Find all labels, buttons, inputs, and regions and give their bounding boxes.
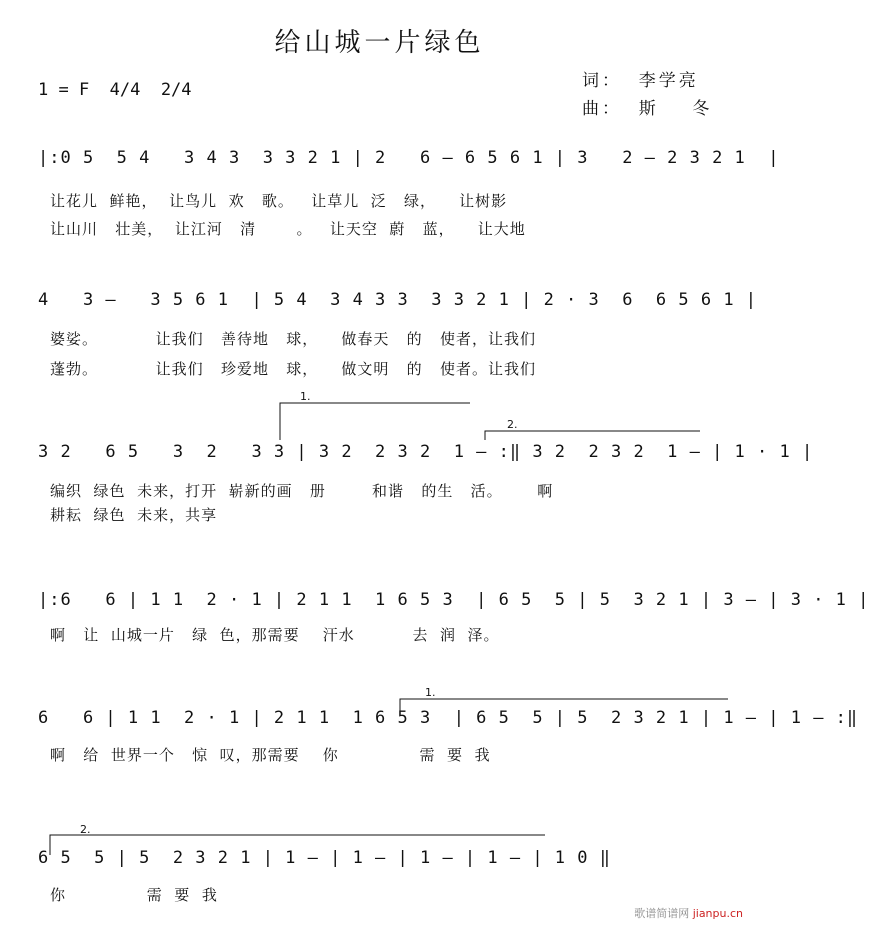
lyric-line-2b: 蓬勃。 让我们 珍爱地 球， 做文明 的 使者。让我们 xyxy=(50,360,536,378)
notation-line-1: |:0 5 5 4 3 4 3 3 3 2 1 | 2 6 — 6 5 6 1 | 3 2 — 2 3 2 1 | xyxy=(38,148,780,168)
volta-bracket-1 xyxy=(280,403,470,440)
watermark-domain: jianpu.cn xyxy=(692,907,743,920)
lyric-line-4: 啊 让 山城一片 绿 色，那需要 汗水 去 润 泽。 xyxy=(50,626,500,644)
key-signature: 1 = F 4/4 2/4 xyxy=(38,80,192,100)
watermark-text: 歌谱简谱网 xyxy=(634,907,690,920)
lyric-line-5: 啊 给 世界一个 惊 叹，那需要 你 需 要 我 xyxy=(50,746,491,764)
volta-label: 2. xyxy=(507,418,518,431)
lyric-line-1b: 让山川 壮美， 让江河 清 。 让天空 蔚 蓝， 让大地 xyxy=(50,220,526,238)
watermark xyxy=(634,905,743,921)
lyricist-credit: 词： 李学亮 xyxy=(582,71,699,91)
composer-credit: 曲： 斯 冬 xyxy=(582,99,713,119)
notation-line-4: |:6 6 | 1 1 2 · 1 | 2 1 1 1 6 5 3 | 6 5 5 | 5 3 2 1 | 3 – | 3 · 1 | xyxy=(38,590,869,610)
lyric-line-1a: 让花儿 鲜艳， 让鸟儿 欢 歌。 让草儿 泛 绿， 让树影 xyxy=(50,192,508,210)
volta-label: 1. xyxy=(300,390,311,403)
notation-line-6: 6 5 5 | 5 2 3 2 1 | 1 – | 1 – | 1 – | 1 – | 1 0 ‖ xyxy=(38,848,611,868)
lyric-line-2a: 婆娑。 让我们 善待地 球， 做春天 的 使者，让我们 xyxy=(50,330,536,348)
notation-line-5: 6 6 | 1 1 2 · 1 | 2 1 1 1 6 5 3 | 6 5 5 | 5 2 3 2 1 | 1 – | 1 – :‖ xyxy=(38,708,859,728)
volta-bracket-2 xyxy=(485,431,700,440)
notation-line-2: 4 3 — 3 5 6 1 | 5 4 3 4 3 3 3 3 2 1 | 2 · 3 6 6 5 6 1 | xyxy=(38,290,758,310)
volta-label: 1. xyxy=(425,686,436,699)
song-title: 给山城一片绿色 xyxy=(274,28,485,58)
lyric-line-3a: 编织 绿色 未来，打开 崭新的画 册 和谐 的生 活。 啊 xyxy=(50,482,554,500)
lyric-line-3b: 耕耘 绿色 未来，共享 xyxy=(50,506,218,524)
volta-label: 2. xyxy=(80,823,91,836)
notation-line-3: 3 2 6 5 3 2 3 3 | 3 2 2 3 2 1 – :‖ 3 2 2 3 2 1 – | 1 · 1 | xyxy=(38,442,814,462)
lyric-line-6: 你 需 要 我 xyxy=(50,886,218,904)
